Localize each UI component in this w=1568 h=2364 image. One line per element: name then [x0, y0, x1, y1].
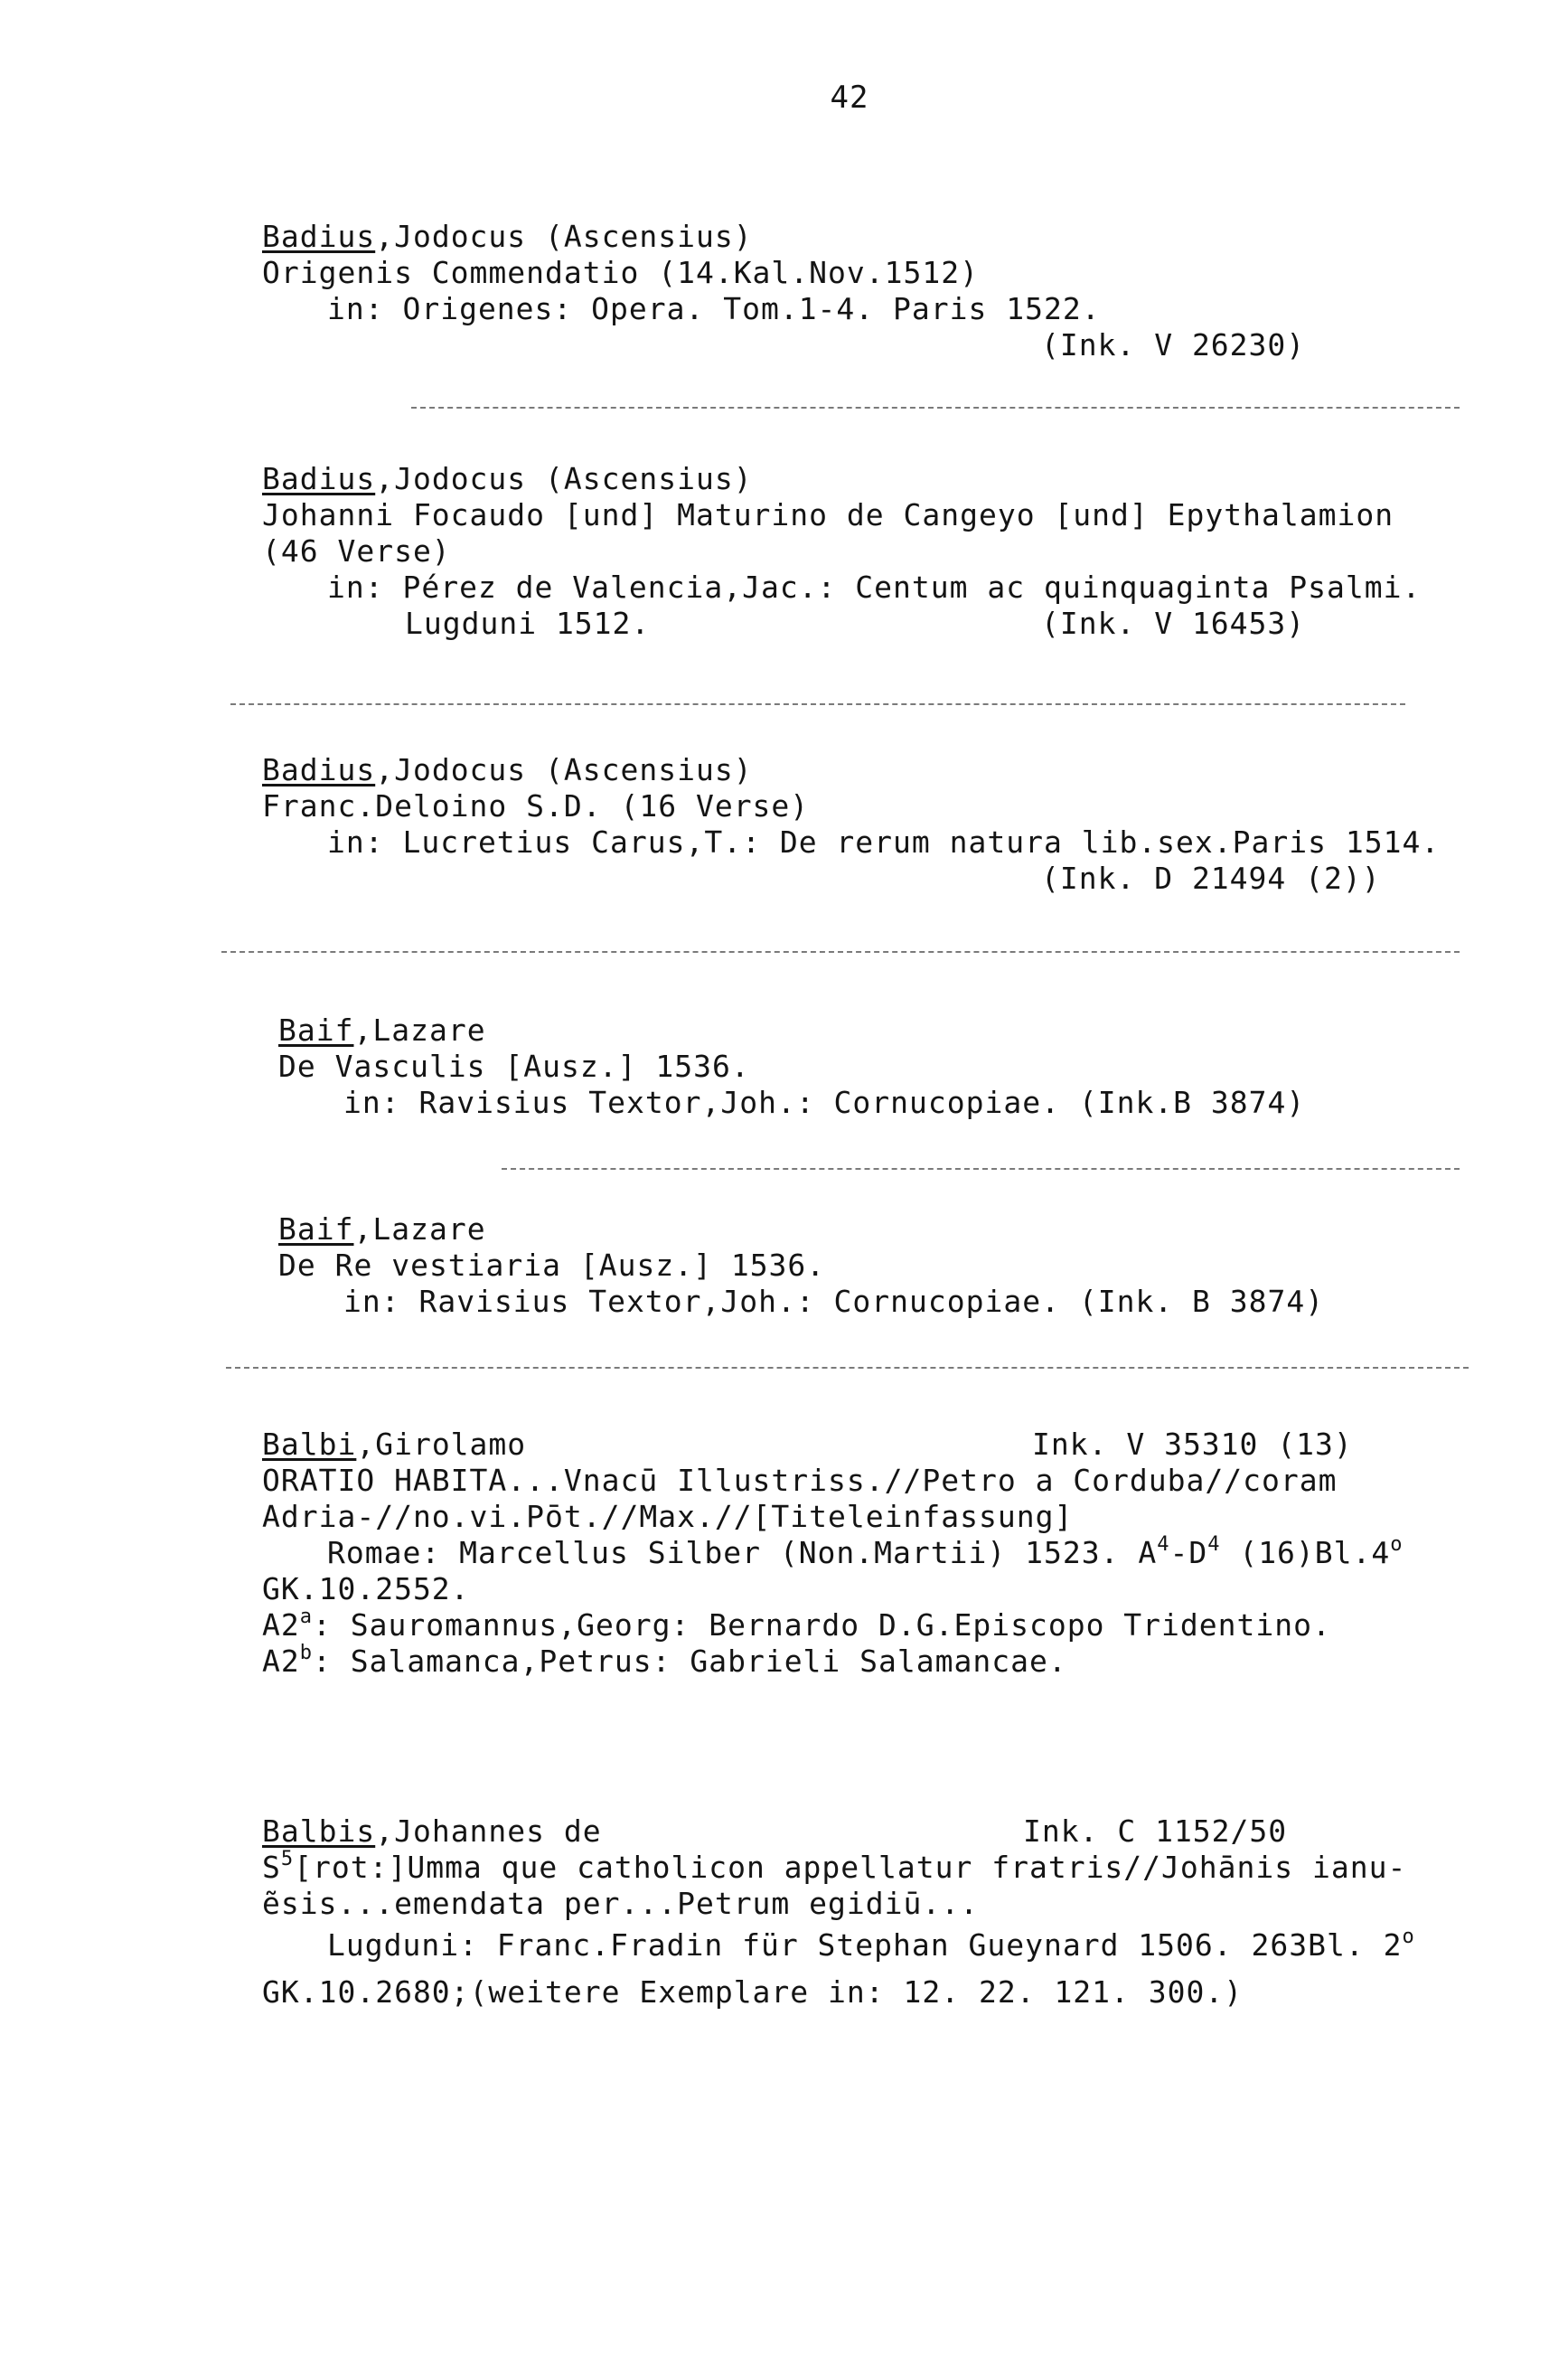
shelfmark: Ink. C 1152/50 — [1023, 1813, 1288, 1849]
entry-imprint: Romae: Marcellus Silber (Non.Martii) 1523. $A^4-D^4$ (16)Bl.4$^o$ — [327, 1533, 1404, 1570]
author-surname: Baif — [278, 1211, 354, 1247]
shelfmark: (Ink. V 26230) — [1041, 327, 1306, 363]
author-forename: ,Jodocus (Ascensius) — [375, 752, 753, 787]
author-forename: ,Johannes de — [375, 1813, 602, 1849]
author-surname: Badius — [262, 219, 376, 254]
entry-title: $S^5[rot:]Umma$ que catholicon appellatur fratris//Johānis ianu- — [262, 1848, 1407, 1885]
author-forename: ,Jodocus (Ascensius) — [375, 219, 753, 254]
entry-heading — [278, 1211, 1526, 1248]
entry-heading — [262, 752, 1509, 788]
entry-title: Origenis Commendatio (14.Kal.Nov.1512) — [262, 255, 979, 290]
author-surname: Baif — [278, 1012, 354, 1048]
entry-heading — [262, 219, 1509, 255]
catalog-entry — [278, 1012, 1526, 1121]
entry-place: Lugduni 1512. — [405, 606, 651, 641]
entry-divider — [226, 1367, 1469, 1369]
shelfmark: (Ink. V 16453) — [1041, 606, 1306, 641]
entry-in-line: in: Origenes: Opera. Tom.1-4. Paris 1522. — [327, 291, 1101, 326]
entry-title: De Re vestiaria [Ausz.] 1536. — [278, 1248, 826, 1283]
entry-in-line: in: Ravisius Textor,Joh.: Cornucopiae. (Ink. B 3874) — [343, 1284, 1325, 1319]
entry-heading — [262, 461, 1509, 497]
entry-divider — [411, 407, 1460, 409]
entry-divider — [230, 703, 1405, 705]
entry-title: Johanni Focaudo [und] Maturino de Cangeyo [und] Epythalamion — [262, 497, 1394, 532]
entry-note: A2$^a$: Sauromannus,Georg: Bernardo D.G.Episcopo Tridentino. — [262, 1606, 1331, 1643]
shelfmark: Ink. V 35310 (13) — [1032, 1427, 1353, 1462]
entry-heading — [262, 1427, 1509, 1463]
catalog-entry — [262, 1813, 1509, 2011]
entry-in-line: in: Ravisius Textor,Joh.: Cornucopiae. (Ink.B 3874) — [343, 1085, 1306, 1120]
shelfmark: (Ink. D 21494 (2)) — [1041, 861, 1381, 896]
entry-title: Franc.Deloino S.D. (16 Verse) — [262, 788, 810, 824]
author-forename: ,Jodocus (Ascensius) — [375, 461, 753, 496]
entry-reference: GK.10.2552. — [262, 1571, 470, 1606]
author-forename: ,Girolamo — [356, 1427, 527, 1462]
entry-title: ORATIO HABITA...Vnacū Illustriss.//Petro a Corduba//coram — [262, 1463, 1338, 1498]
entry-title: De Vasculis [Ausz.] 1536. — [278, 1049, 750, 1084]
page-number: 42 — [830, 80, 869, 116]
author-surname: Balbis — [262, 1813, 376, 1849]
entry-heading — [278, 1012, 1526, 1049]
entry-title-continued: ẽsis...emendata per...Petrum egidiū... — [262, 1886, 979, 1921]
catalog-entry — [262, 461, 1509, 642]
entry-note: A2$^b$: Salamanca,Petrus: Gabrieli Salamancae. — [262, 1642, 1067, 1679]
author-surname: Badius — [262, 752, 376, 787]
entry-in-line: in: Lucretius Carus,T.: De rerum natura lib.sex.Paris 1514. — [327, 824, 1441, 860]
catalog-entry — [262, 752, 1509, 897]
catalog-entry — [278, 1211, 1526, 1320]
entry-title-continued: (46 Verse) — [262, 533, 451, 569]
author-forename: ,Lazare — [353, 1012, 486, 1048]
entry-divider — [221, 951, 1460, 953]
author-forename: ,Lazare — [353, 1211, 486, 1247]
entry-in-line: in: Pérez de Valencia,Jac.: Centum ac quinquaginta Psalmi. — [327, 570, 1422, 605]
author-surname: Balbi — [262, 1427, 357, 1462]
catalog-entry — [262, 1427, 1509, 1680]
entry-heading — [262, 1813, 1509, 1850]
entry-divider — [502, 1168, 1460, 1170]
catalog-entry — [262, 219, 1509, 363]
entry-reference: GK.10.2680;(weitere Exemplare in: 12. 22. 121. 300.) — [262, 1974, 1244, 2010]
entry-imprint: Lugduni: Franc.Fradin für Stephan Gueynard 1506. 263Bl. 2$^o$ — [327, 1926, 1415, 1963]
entry-title-continued: Adria-//no.vi.Pōt.//Max.//[Titeleinfassung] — [262, 1499, 1074, 1534]
author-surname: Badius — [262, 461, 376, 496]
